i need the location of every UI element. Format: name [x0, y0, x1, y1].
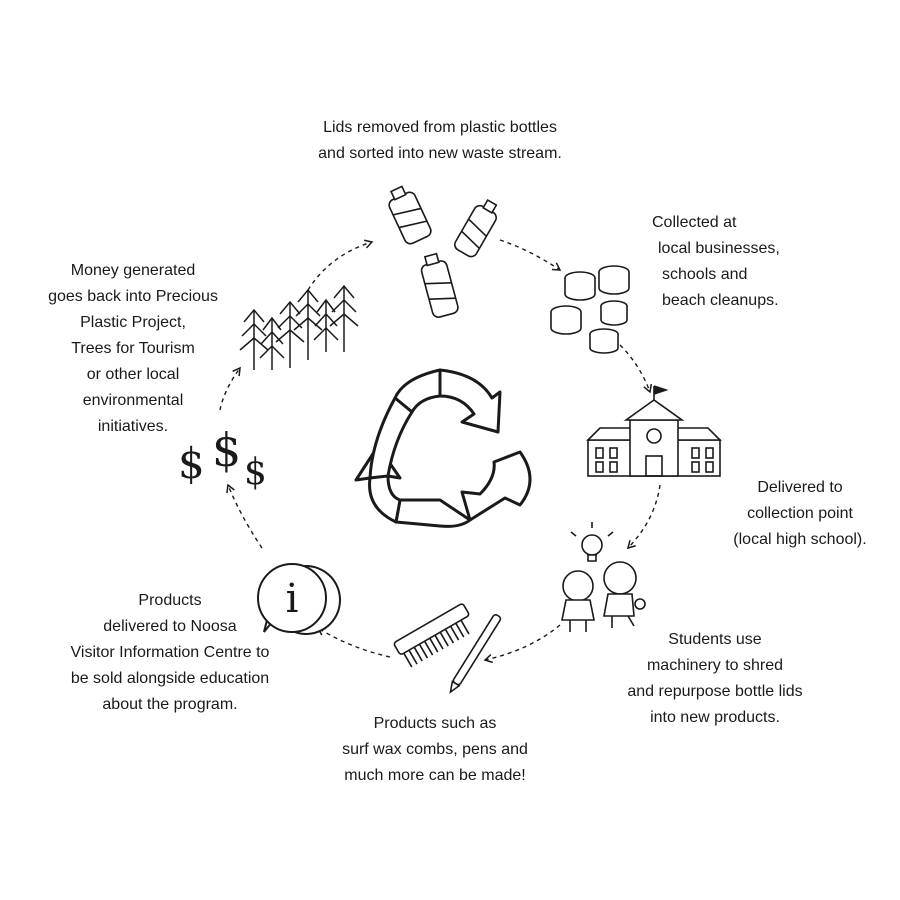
step-students-line-3: and repurpose bottle lids	[627, 683, 803, 700]
step-delivered-line-3: (local high school).	[733, 531, 867, 548]
step-students-line-4: into new products.	[650, 709, 780, 726]
arrow-students-to-products	[485, 625, 560, 660]
arrow-money-to-bottles	[308, 242, 372, 290]
arrow-school-to-students	[628, 485, 660, 548]
step-visitor-line-5: about the program.	[102, 696, 238, 713]
step-visitor-label	[40, 588, 300, 718]
step-products-label	[310, 711, 560, 789]
step-money-line-2: goes back into Precious	[48, 288, 218, 305]
school-building-icon	[588, 386, 720, 476]
step-lids-line-1: Lids removed from plastic bottles	[323, 119, 557, 136]
arrow-products-to-info	[318, 628, 390, 657]
step-collected-label	[652, 210, 780, 314]
step-students-line-1: Students use	[668, 631, 762, 648]
arrow-info-to-money	[228, 485, 262, 548]
trees-icon	[240, 286, 358, 370]
step-delivered-line-2: collection point	[747, 505, 853, 522]
step-collected-line-4: beach cleanups.	[662, 292, 779, 309]
step-money-line-1: Money generated	[70, 262, 196, 279]
dollar-sign-1: $	[178, 439, 205, 488]
step-collected-line-1: Collected at	[652, 214, 737, 231]
step-money-line-5: or other local	[86, 366, 180, 383]
step-products-line-3: much more can be made!	[344, 767, 526, 784]
dollar-sign-2: $	[212, 423, 242, 477]
step-visitor-line-2: delivered to Noosa	[103, 618, 237, 635]
step-visitor-line-1: Products	[138, 592, 202, 609]
bottle-caps-icon	[551, 266, 629, 353]
students-lightbulb-icon	[562, 522, 645, 632]
step-lids-label	[280, 115, 600, 167]
step-students-label	[600, 627, 830, 731]
comb-and-pen-icon	[393, 603, 501, 694]
step-lids-line-2: and sorted into new waste stream.	[318, 145, 562, 162]
step-products-line-1: Products such as	[373, 715, 497, 732]
arrow-bottles-to-caps	[500, 240, 560, 270]
step-collected-line-3: schools and	[662, 266, 748, 283]
step-products-line-2: surf wax combs, pens and	[342, 741, 528, 758]
recycle-icon	[356, 370, 530, 526]
step-delivered-label	[710, 475, 890, 553]
step-collected-line-2: local businesses,	[658, 240, 780, 257]
step-visitor-line-3: Visitor Information Centre to	[70, 644, 270, 661]
step-delivered-line-1: Delivered to	[757, 479, 843, 496]
info-glyph: i	[285, 576, 299, 622]
arrow-caps-to-school	[620, 345, 650, 392]
step-money-line-4: Trees for Tourism	[71, 340, 195, 357]
step-money-line-3: Plastic Project,	[80, 314, 186, 331]
step-money-line-6: environmental	[82, 392, 184, 409]
step-money-line-7: initiatives.	[97, 418, 169, 435]
dollar-sign-3: $	[244, 452, 267, 493]
step-money-label	[28, 258, 238, 440]
plastic-bottles-icon	[384, 183, 503, 318]
step-visitor-line-4: be sold alongside education	[70, 670, 270, 687]
step-students-line-2: machinery to shred	[646, 657, 784, 674]
